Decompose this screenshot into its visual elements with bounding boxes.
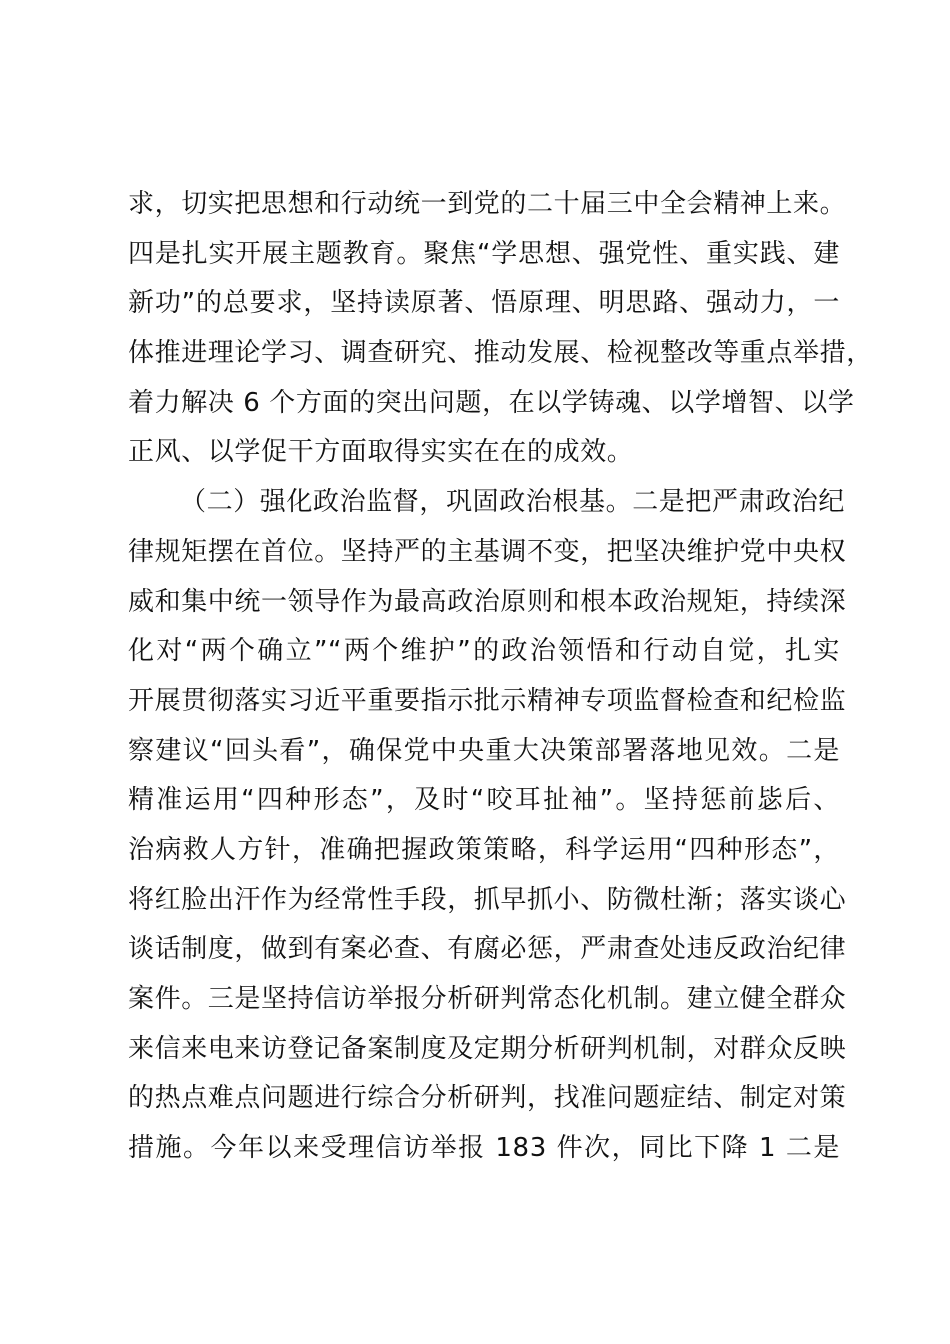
section-heading-line: （二）强化政治监督，巩固政治根基。二是把严肃政治纪: [180, 487, 846, 518]
text-line: 将红脸出汗作为经常性手段，抓早抓小、防微杜渐；落实谈心: [128, 884, 847, 915]
text-line: 的热点难点问题进行综合分析研判，找准问题症结、制定对策: [128, 1083, 847, 1114]
text-line: 措施。今年以来受理信访举报 183 件次，同比下降 1 二是: [128, 1133, 840, 1164]
text-line: 体推进理论学习、调查研究、推动发展、检视整改等重点举措，: [128, 338, 873, 369]
text-line: 求，切实把思想和行动统一到党的二十届三中全会精神上来。: [128, 189, 847, 219]
text-line: 察建议“回头看”，确保党中央重大决策部署落地见效。二是: [128, 735, 840, 766]
text-line: 新功”的总要求，坚持读原著、悟原理、明思路、强动力，一: [128, 288, 840, 319]
text-line: 来信来电来访登记备案制度及定期分析研判机制，对群众反映: [128, 1033, 847, 1064]
text-line: 四是扎实开展主题教育。聚焦“学思想、强党性、重实践、建: [128, 238, 840, 269]
text-line: 化对“两个确立”“两个维护”的政治领悟和行动自觉，扎实: [128, 636, 840, 667]
text-line: 律规矩摆在首位。坚持严的主基调不变，把坚决维护党中央权: [128, 536, 847, 567]
text-line: 谈话制度，做到有案必查、有腐必惩，严肃查处违反政治纪律: [128, 934, 847, 965]
text-line: 开展贯彻落实习近平重要指示批示精神专项监督检查和纪检监: [128, 685, 847, 716]
text-line: 治病救人方针，准确把握政策策略，科学运用“四种形态”，: [128, 834, 840, 865]
text-line: 正风、以学促干方面取得实实在在的成效。: [128, 437, 634, 468]
text-line: 精准运用“四种形态”，及时“咬耳扯袖”。坚持惩前毖后、: [128, 785, 840, 816]
text-line: 着力解决 6 个方面的突出问题，在以学铸魂、以学增智、以学: [128, 387, 855, 418]
body-text: [128, 180, 873, 1174]
text-line: 威和集中统一领导作为最高政治原则和根本政治规矩，持续深: [128, 586, 847, 617]
text-line: 案件。三是坚持信访举报分析研判常态化机制。建立健全群众: [128, 984, 847, 1014]
